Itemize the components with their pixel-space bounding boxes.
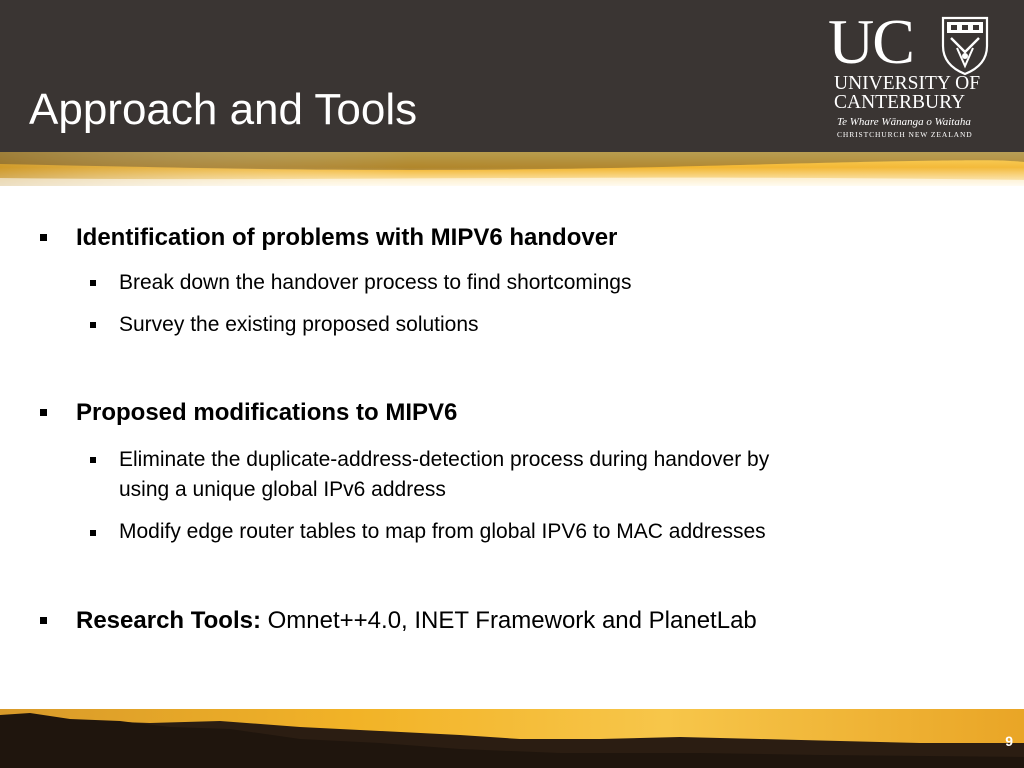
bullet-marker [40,234,47,241]
section-heading-with-text [76,607,757,635]
logo-university-of: UNIVERSITY OF [834,73,981,94]
bullet-marker [40,617,47,624]
section-heading: Identification of problems with MIPV6 handover [76,224,618,251]
section-heading: Proposed modifications to MIPV6 [76,399,458,426]
sunset-footer [0,709,1024,768]
research-tools-label: Research Tools: [76,607,261,634]
list-item: Survey the existing proposed solutions [119,313,479,336]
bullet-marker [90,322,96,328]
list-item-continuation: using a unique global IPv6 address [119,478,446,501]
logo-location: CHRISTCHURCH NEW ZEALAND [837,130,973,139]
bullet-marker [40,409,47,416]
bullet-marker [90,530,96,536]
bullet-marker [90,280,96,286]
logo-letters: UC [828,6,913,77]
list-item: Break down the handover process to find shortcomings [119,271,632,294]
list-item: Modify edge router tables to map from global IPV6 to MAC addresses [119,520,766,543]
logo-maori-name: Te Whare Wānanga o Waitaha [837,116,971,128]
bullet-marker [90,457,96,463]
page-number: 9 [1005,733,1013,749]
list-item: Eliminate the duplicate-address-detection process during handover by [119,448,770,471]
research-tools-list: Omnet++4.0, INET Framework and PlanetLab [260,607,757,634]
slide-title: Approach and Tools [29,85,418,134]
logo-canterbury: CANTERBURY [834,92,966,113]
